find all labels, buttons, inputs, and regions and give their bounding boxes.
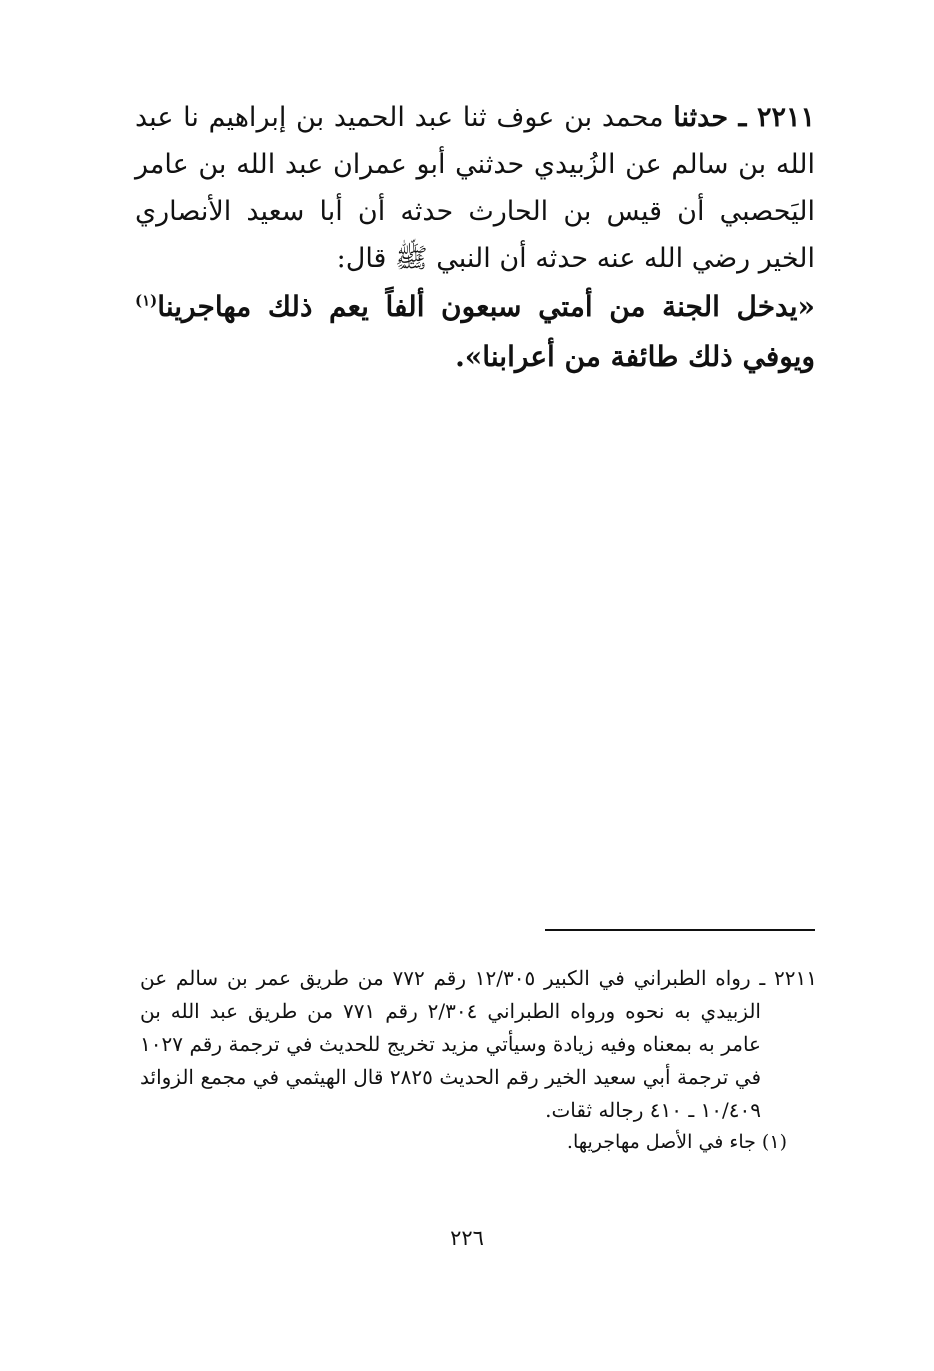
footnote-1: (١) جاء في الأصل مهاجريها. [566, 1131, 787, 1153]
hadith-entry [135, 94, 815, 382]
footnote-reference-1: (١) [135, 291, 158, 310]
matn-text: «يدخل الجنة من أمتي سبعون ألفاً يعم ذلك مهاجرينا [157, 290, 815, 323]
narration-opening: حدثنا [673, 102, 729, 133]
isnad-paragraph [135, 94, 815, 282]
footnotes [140, 962, 817, 1157]
isnad-text: محمد بن عوف ثنا عبد الحميد بن إبراهيم نا عبد الله بن سالم عن الزُبيدي حدثني أبو عمران عبد الله بن عامر اليَحصبي أن قيس بن الحارث حدثه أن أبا سعيد الأنصاري الخير رضي الله عنه حدثه أن النبي ﷺ قال: [135, 102, 815, 274]
footnote-divider [545, 929, 815, 931]
matn-paragraph [135, 282, 815, 382]
page-number: ٢٢٦ [450, 1226, 484, 1250]
entry-number: ٢٢١١ ـ [728, 102, 816, 133]
takhrij-footnote: ٢٢١١ ـ رواه الطبراني في الكبير ١٢/٣٠٥ رقم ٧٧٢ من طريق عمر بن سالم عن الزبيدي به نحوه ورواه الطبراني ٢/٣٠٤ رقم ٧٧١ من طريق عبد الله بن عامر به بمعناه وفيه زيادة وسيأتي مزيد تخريج للحديث في ترجمة رقم ١٠٢٧ في ترجمة أبي سعيد الخير رقم الحديث ٢٨٢٥ قال الهيثمي في مجمع الزوائد ١٠/٤٠٩ ـ ٤١٠ رجاله ثقات. [140, 966, 817, 1122]
matn-text-end: ويوفي ذلك طائفة من أعرابنا». [455, 340, 815, 373]
